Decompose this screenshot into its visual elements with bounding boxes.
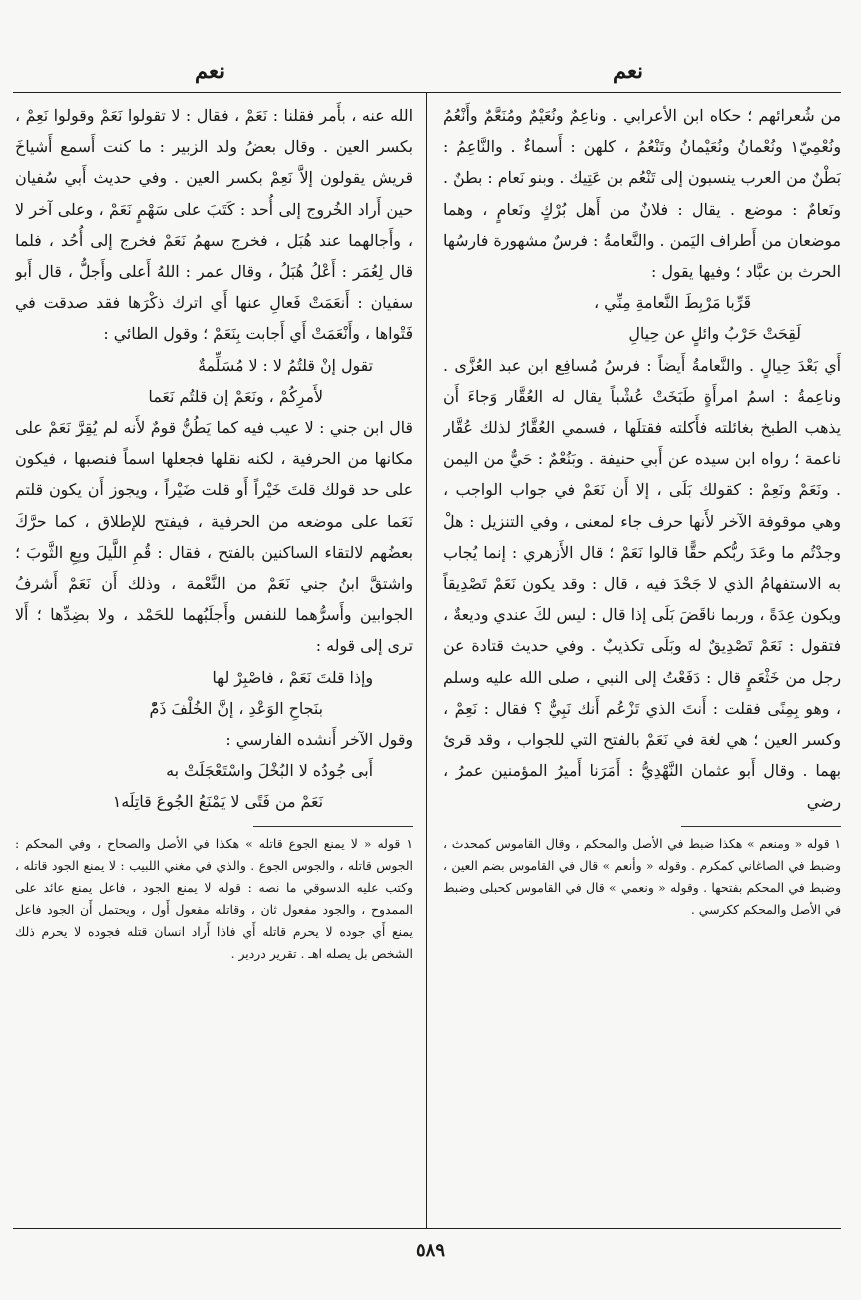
header-word-right: نعم xyxy=(613,58,643,83)
page-number: ٥٨٩ xyxy=(415,1240,445,1261)
footnote-separator xyxy=(253,826,413,827)
left-footnote: ١ قوله « لا يمنع الجوع قاتله » هكذا في الأصل والصحاح ، وفي المحكم : الجوس قاتله ، والجوس الجوع . والذي في مغني اللبيب : لا يمنع الجود قاتله ، وكتب عليه الدسوقي ما نصه : قوله لا يمنع الجود ، فاعل يمنع عائد على الممدوح ، والجود مفعول ثان ، وقاتله مفعول أَول ، ويحتمل أَن الجود فاعل يمنع أَي جوده لا يحرم قاتله أَي فاذا أَراد انسان قتله فجوده لا يحرم ذلك الشخص بل يصله اهـ . تقرير دردير . xyxy=(15,835,413,961)
left-verse-3 xyxy=(15,755,413,817)
right-paragraph-2: أَي بَعْدَ حِيالٍ . والنَّعامةُ أَيضاً : فرسُ مُسافِع ابن عبد العُزَّى . وناعِمةُ : اسمُ امرأَةٍ طَبَخَتْ عُشْباً يقال له العُقَّار وَجاءَ أَن يذهب الطبخ بغائلته فأَكلته فقتلَها ، فسمي العُقَّارُ لذلك عُقَّار ناعمة ؛ رواه ابن سيده عن أَبي حنيفة . وبَنُعْمٌ : حَيٌّ من اليمن . ونَعَمْ ونَعِمْ : كقولك بَلَى ، إلا أَن نَعَمْ في جواب الواجب ، وهي موقوفة الآخر لأَنها حرف جاء لمعنى ، وفي التنزيل : هلْ وجدْتُم ما وعَدَ ربُّكم حقًّا قالوا نَعَمْ ؛ قال الأَزهري : إنما يُجاب به الاستفهامُ الذي لا جَحْدَ فيه ، قال : وقد يكون نَعَمْ تَصْدِيقاً ويكون عِدَةً ، وربما ناقَضَ بَلَى إذا قال : ليس لكَ عندي وديعةٌ ، فتقول : نَعَمْ تَصْدِيقٌ له وبَلَى تكذيبٌ . وفي حديث قتادة عن رجل من خَثْعَمٍ قال : دَفَعْتُ إلى النبي ، صلى الله عليه وسلم ، وهو بِمِنًى فقلت : أَنتَ الذي تَزْعُم أَنك نَبِيٌّ ؟ فقال : نَعِمْ ، وكسر العين ؛ هي لغة في نَعَمْ بالفتح التي للجواب ، وقد قرئ بهما . وقال أَبو عثمان النَّهْدِيُّ : أَمَرَنا أَميرُ المؤمنين عمرُ ، رضي xyxy=(443,355,841,812)
verse-hemistich: بنَجاحِ الوَعْدِ ، إنَّ الخُلْفَ ذَمّْ xyxy=(149,698,323,718)
right-column xyxy=(443,100,841,1225)
header-word-left: نعم xyxy=(195,58,225,83)
right-footnote: ١ قوله « ومنعم » هكذا ضبط في الأصل والمحكم ، وقال القاموس كمحدث ، وضبط في الصاغاني كمكرم . وقوله « وأنعم » قال في القاموس بضم العين ، وضبط في المحكم بفتحها . وقوله « ونعمي » قال في القاموس كحبلى وضبط في الأصل والمحكم ككرسي . xyxy=(443,835,841,917)
left-paragraph-1: الله عنه ، بأَمر فقلنا : نَعَمْ ، فقال : لا تقولوا نَعَمْ وقولوا نَعِمْ ، بكسر العين . وقال بعضُ ولد الزبير : ما كنت أَسمع أَشياخَ قريش يقولون إلاَّ نَعِمْ بكسر العين . وفي حديث أَبي سُفيان حين أَراد الخُروج إلى أُحد : كَتَبَ على سَهْمٍ نَعَمْ ، وعلى آخر لا ، وأَجالهما عند هُبَل ، فخرج سهمُ نَعَمْ فخرج إلى أُحُد ، فلما قال لِعُمَر : أَعْلُ هُبَلُ ، وقال عمر : اللهُ أَعلى وأَجلُّ ، قال أَبو سفيان : أَنعَمَتْ فَعالِ عنها أَي اترك ذكْرَها فقد صدقت في فَتْواها ، وأَنْعَمَتْ أَي أَجابت بِنَعَمْ ؛ وقول الطائي : xyxy=(15,106,413,344)
verse-hemistich: وإذا قلتَ نَعَمْ ، فاصْبِرْ لها xyxy=(212,667,373,687)
verse-hemistich: لأَمرِكُمْ ، ونَعَمْ إن قلتُم نَعَما xyxy=(148,386,323,406)
right-paragraph-1: من شُعرائهم ؛ حكاه ابن الأعرابي . وناعِمٌ ونُعَيْمٌ ومُنَعَّمٌ وأَنْعُمُ ونُعْمِيّ١ ونُعْمانُ ونُعَيْمانُ وتَنْعُمُ ، كلهن : أَسماءٌ . والنَّاعِمُ : بَطْنٌ من العرب ينسبون إلى تَنْعُم بن عَتِيك . وبنو نَعام : بطنٌ . ونَعامٌ : موضع . يقال : فلانٌ من أَهل بُرْكٍ ونَعامٍ ، وهما موضعان من أَطراف اليَمن . والنَّعامةُ : فرسٌ مشهورة فارسُها الحرث بن عبَّاد ؛ وفيها يقول : xyxy=(443,106,841,282)
verse-hemistich: لَقِحَتْ حَرْبُ وائلٍ عن حِيالِ xyxy=(628,324,801,344)
left-verse-2 xyxy=(15,662,413,724)
right-verse-1 xyxy=(443,287,841,349)
top-rule xyxy=(13,92,841,93)
verse-hemistich: قَرِّبا مَرْبِطَ النَّعامةِ مِنِّي ، xyxy=(594,293,751,313)
verse-hemistich: تقول إنْ قلتُمُ لا : لا مُسَلِّمةٌ xyxy=(198,355,373,375)
verse-hemistich: نَعَمْ من فَتًى لا يَمْنَعُ الجُوعَ قاتِلَه١ xyxy=(112,792,323,812)
footnote-separator xyxy=(681,826,841,827)
bottom-rule xyxy=(13,1228,841,1229)
column-divider xyxy=(426,93,427,1228)
left-column xyxy=(15,100,413,1225)
left-paragraph-3: وقول الآخر أَنشده الفارسي : xyxy=(225,730,413,750)
left-paragraph-2: قال ابن جني : لا عيب فيه كما يَطُنُّ قومٌ لأَنه لم يُقِرَّ نَعَمْ على مكانها من الحرفية ، لكنه نقلها فجعلها اسماً فنصبها ، فيكون على حد قولك قلتَ خَيْراً أَو قلت ضَيْراً ، ويجوز أَن يكون قلتم نَعَما على موضعه من الحرفية ، فيفتح للإطلاق ، كما حرَّكَ بعضُهم لالتقاء الساكنين بالفتح ، فقال : قُمِ اللَّيلَ وبِعِ الثَّوبَ ؛ واشتقَّ ابنُ جني نَعَمْ من النَّعْمة ، وذلك أَن نَعَمْ أَشرفُ الجوابين وأَسرُّهما للنفس وأَجلَبُهما للحَمْد ، ولا بضِدِّها ؛ أَلا ترى إلى قوله : xyxy=(15,418,413,656)
left-verse-1 xyxy=(15,350,413,412)
verse-hemistich: أَبى جُودُه لا البُخْلَ واسْتَعْجَلَتْ به xyxy=(166,761,373,781)
